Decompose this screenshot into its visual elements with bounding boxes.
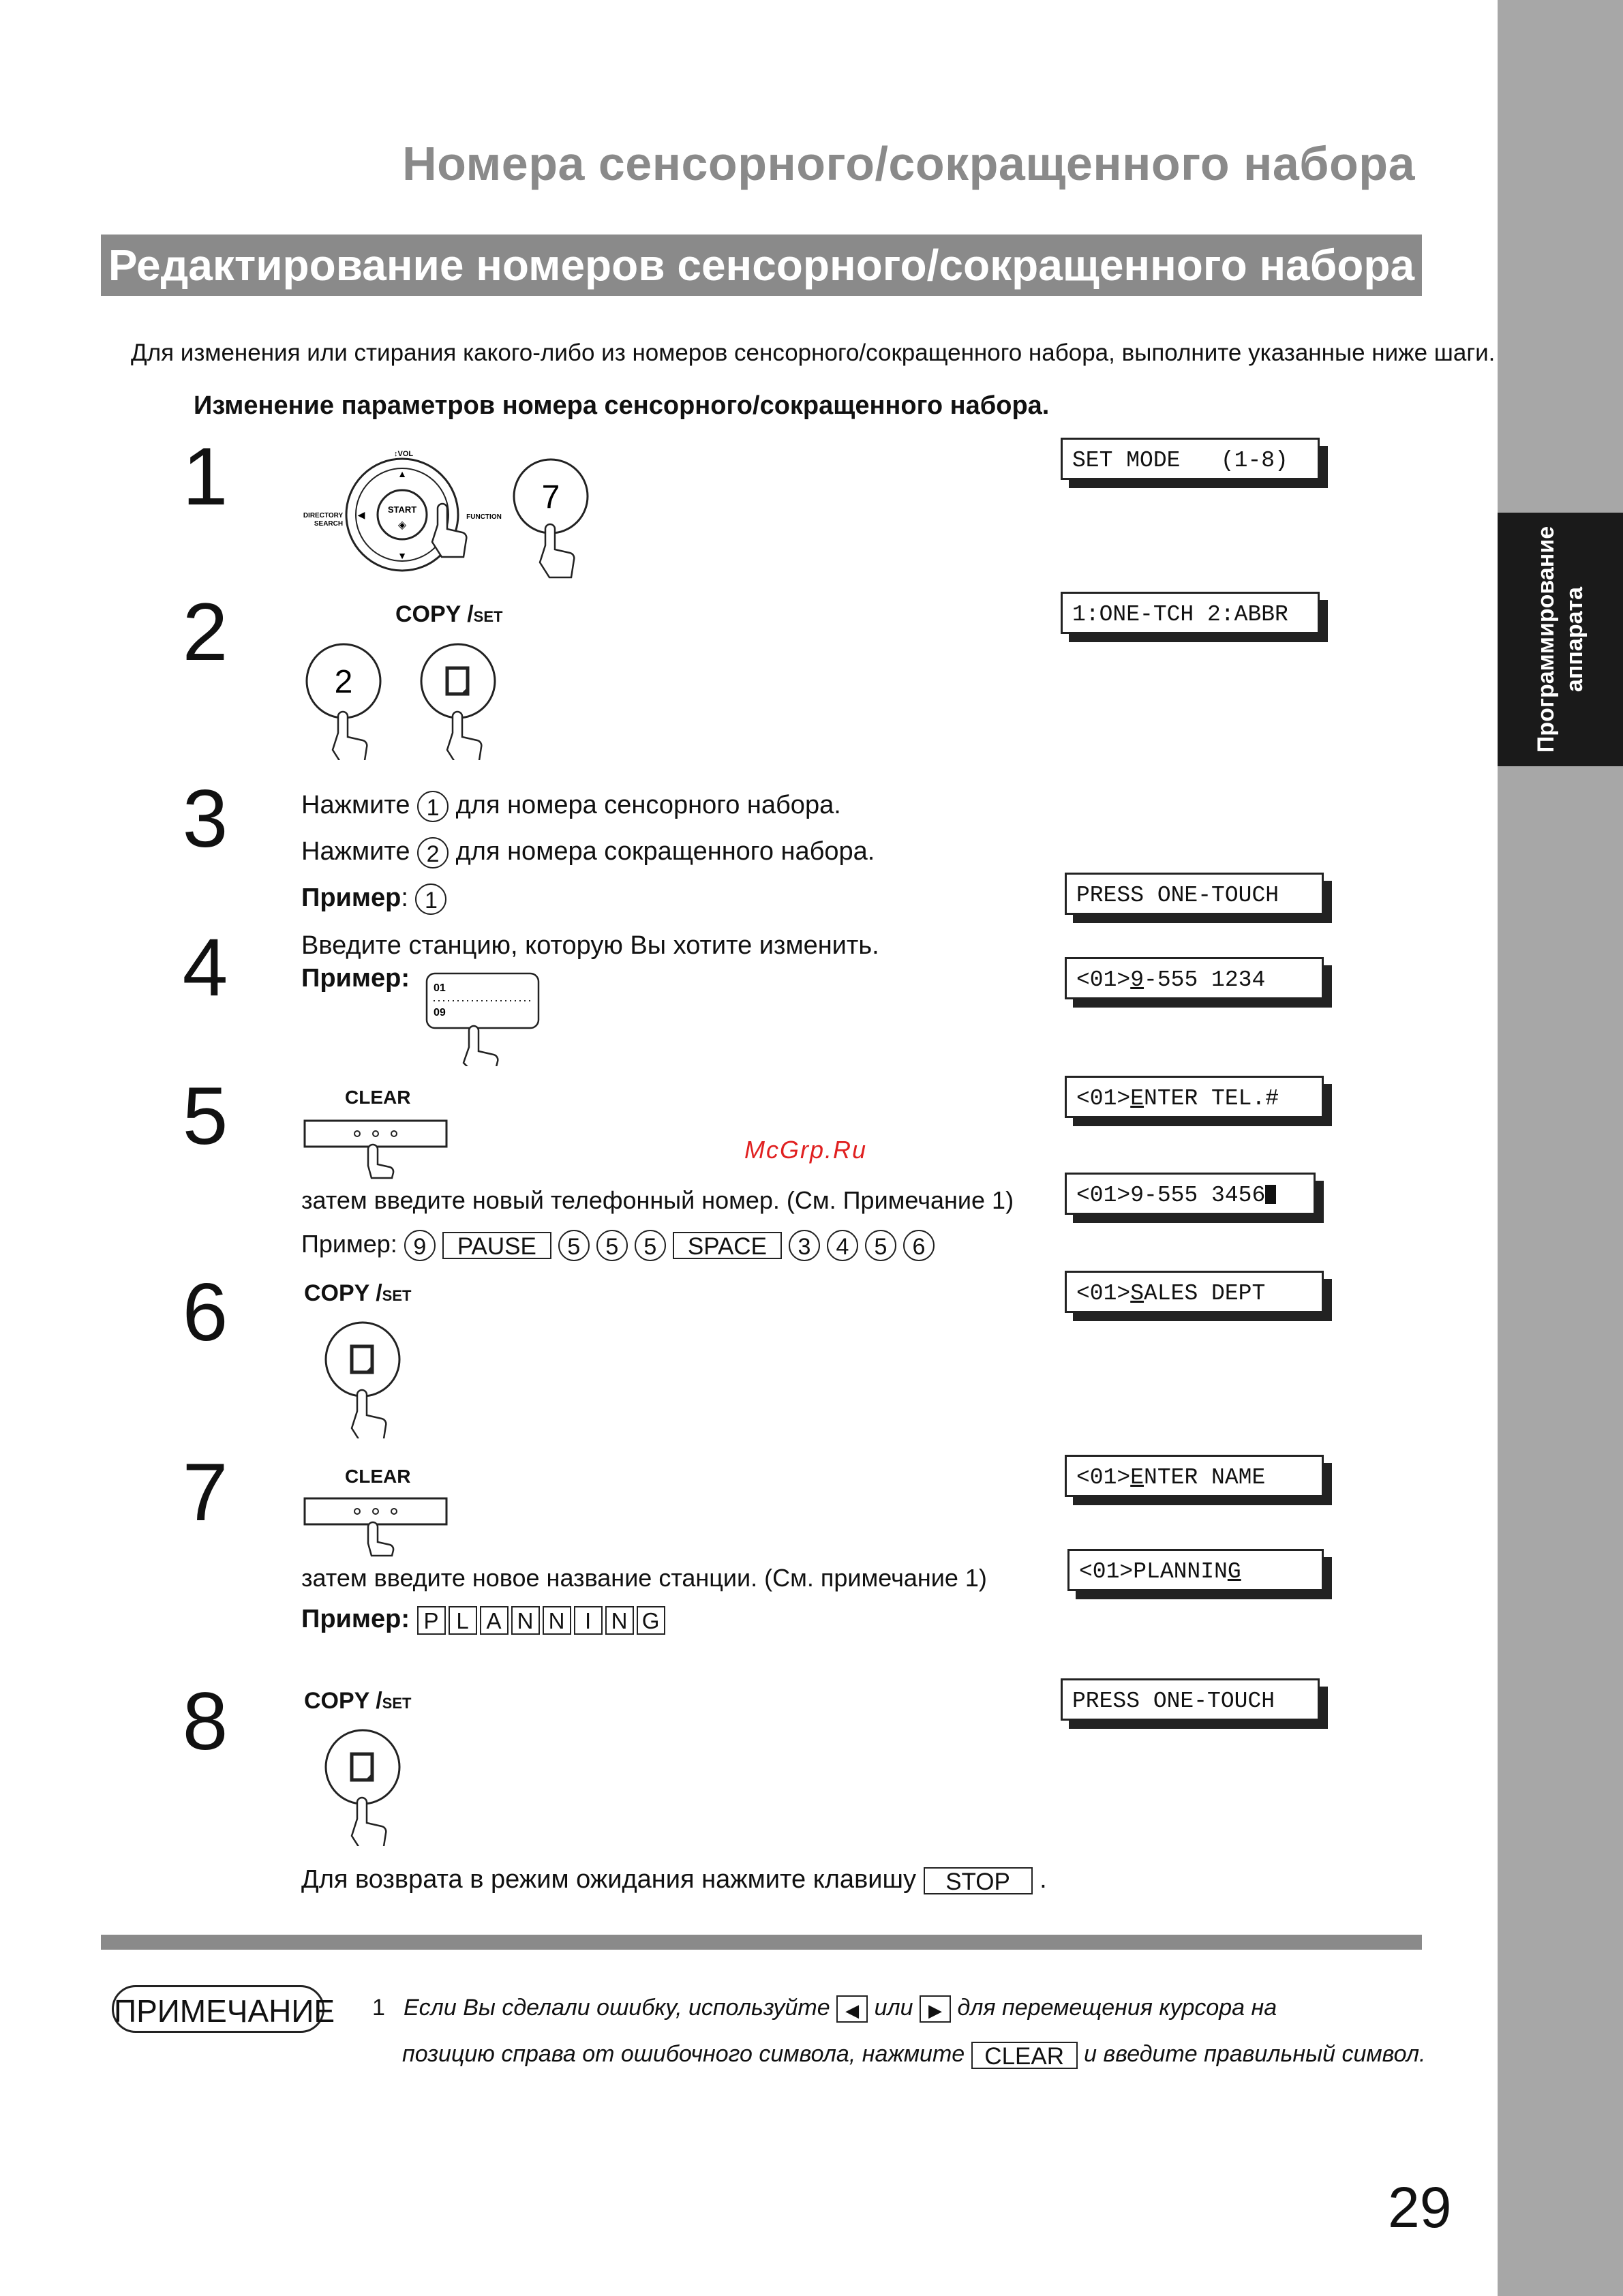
stop-key: STOP	[924, 1867, 1033, 1894]
finger-press-icon	[432, 504, 466, 557]
block-cursor	[1265, 1185, 1276, 1204]
finger-press-icon	[368, 1145, 393, 1178]
one-touch-key-illustration	[424, 971, 547, 1066]
copy-set-button	[421, 644, 495, 718]
finger-press-icon	[368, 1522, 393, 1556]
step5-text: затем введите новый телефонный номер. (См. Примечание 1)	[301, 1186, 1014, 1214]
volume-label: ↕VOL	[394, 450, 414, 458]
step3-line2: Нажмите 2 для номера сокращенного набора.	[301, 837, 875, 867]
finger-press-icon	[464, 1026, 498, 1066]
finger-press-icon	[352, 1798, 386, 1846]
copy-set-button-illustration	[320, 1723, 416, 1846]
clear-key: CLEAR	[971, 2042, 1078, 2069]
station-09-label: 09	[434, 1007, 446, 1018]
clear-button	[305, 1498, 446, 1524]
step3-example: Пример: 1	[301, 883, 446, 915]
step-number: 6	[182, 1267, 228, 1358]
step4-example-label: Пример:	[301, 964, 410, 993]
left-arrow-key-icon: ◀	[836, 1995, 868, 2023]
arrow-up-icon: ▲	[397, 468, 407, 479]
key-7-label: 7	[541, 479, 560, 515]
station-01-label: 01	[434, 982, 446, 994]
copy-set-label: COPY /SET	[304, 1688, 412, 1714]
section-banner	[101, 235, 1422, 296]
note-line1: Если Вы сделали ошибку, используйте ◀ или ▶ для перемещения курсора на	[404, 1995, 1277, 2023]
step3-line1: Нажмите 1 для номера сенсорного набора.	[301, 791, 841, 821]
section-tab-label: Программирование аппарата	[1533, 526, 1588, 753]
copy-set-label: COPY /SET	[395, 601, 503, 627]
key-1-symbol: 1	[415, 883, 446, 915]
lcd-display: <01>9-555 1234	[1065, 957, 1324, 999]
copy-set-button	[326, 1323, 399, 1396]
step-number: 1	[182, 431, 228, 522]
subheading: Изменение параметров номера сенсорного/сокращенного набора.	[194, 391, 1050, 420]
step-number: 7	[182, 1447, 228, 1538]
key-2-symbol: 2	[417, 837, 449, 868]
start-label: START	[387, 504, 417, 515]
finger-press-icon	[333, 712, 367, 760]
clear-button	[305, 1121, 446, 1147]
step-number: 5	[182, 1070, 228, 1162]
step-number: 4	[182, 922, 228, 1013]
page-title: Номера сенсорного/сокращенного набора	[402, 137, 1415, 190]
note-line2: позицию справа от ошибочного символа, нажмите CLEAR и введите правильный символ.	[402, 2041, 1426, 2070]
step-number: 3	[182, 773, 228, 864]
start-button	[378, 490, 427, 539]
lcd-display: SET MODE (1-8)	[1061, 438, 1320, 480]
clear-button-illustration	[303, 1118, 453, 1179]
lcd-display: <01>ENTER TEL.#	[1065, 1076, 1324, 1118]
clear-label: CLEAR	[345, 1087, 411, 1108]
page-number: 29	[1388, 2175, 1452, 2239]
step4-text: Введите станцию, которую Вы хотите изменить.	[301, 931, 879, 960]
start-diamond-icon: ◈	[397, 518, 407, 531]
step5-example: Пример: 9 PAUSE 5 5 5 SPACE 3 4 5 6	[301, 1230, 935, 1261]
section-title: Редактирование номеров сенсорного/сокращенного набора	[108, 241, 1415, 290]
step7-text: затем введите новое название станции. (См. примечание 1)	[301, 1564, 987, 1592]
arrow-down-icon: ▼	[397, 550, 407, 561]
return-instruction: Для возврата в режим ожидания нажмите клавишу STOP .	[301, 1865, 1047, 1895]
lcd-display: <01>ENTER NAME	[1065, 1455, 1324, 1497]
finger-press-icon	[447, 712, 481, 760]
watermark: McGrp.Ru	[744, 1136, 868, 1164]
lcd-display: <01>PLANNING	[1067, 1549, 1324, 1591]
copy-set-button-illustration	[320, 1316, 416, 1438]
finger-press-icon	[352, 1390, 386, 1438]
clear-label: CLEAR	[345, 1466, 411, 1487]
search-label: SEARCH	[314, 520, 344, 528]
section-tab[interactable]	[1498, 513, 1623, 766]
function-label: FUNCTION	[466, 513, 502, 521]
note-number: 1	[372, 1995, 385, 2021]
lcd-display: PRESS ONE-TOUCH	[1065, 873, 1324, 915]
right-arrow-key-icon: ▶	[920, 1995, 951, 2023]
lcd-display: PRESS ONE-TOUCH	[1061, 1678, 1320, 1721]
lcd-display: <01>SALES DEPT	[1065, 1271, 1324, 1313]
key-2-label: 2	[334, 664, 353, 700]
divider-bar	[101, 1935, 1422, 1950]
clear-button-illustration	[303, 1496, 453, 1557]
copy-set-button	[326, 1730, 399, 1804]
step-number: 8	[182, 1676, 228, 1767]
intro-text: Для изменения или стирания какого-либо из номеров сенсорного/сокращенного набора, выполните указанные ниже шаги.	[131, 339, 1496, 366]
arrow-left-icon: ◀	[357, 509, 365, 520]
copy-set-label: COPY /SET	[304, 1280, 412, 1306]
note-label: ПРИМЕЧАНИЕ	[112, 1985, 324, 2033]
step7-example: Пример: P L A N N I N G	[301, 1605, 668, 1635]
lcd-display: <01>9-555 3456	[1065, 1173, 1316, 1215]
key-1-symbol: 1	[417, 791, 449, 822]
control-panel-navigator-illustration	[293, 447, 600, 590]
lcd-display: 1:ONE-TCH 2:ABBR	[1061, 592, 1320, 634]
step-number: 2	[182, 586, 228, 678]
directory-label: DIRECTORY	[303, 512, 344, 519]
keypad-illustration	[300, 637, 504, 760]
page-sidebar	[1498, 0, 1623, 2296]
